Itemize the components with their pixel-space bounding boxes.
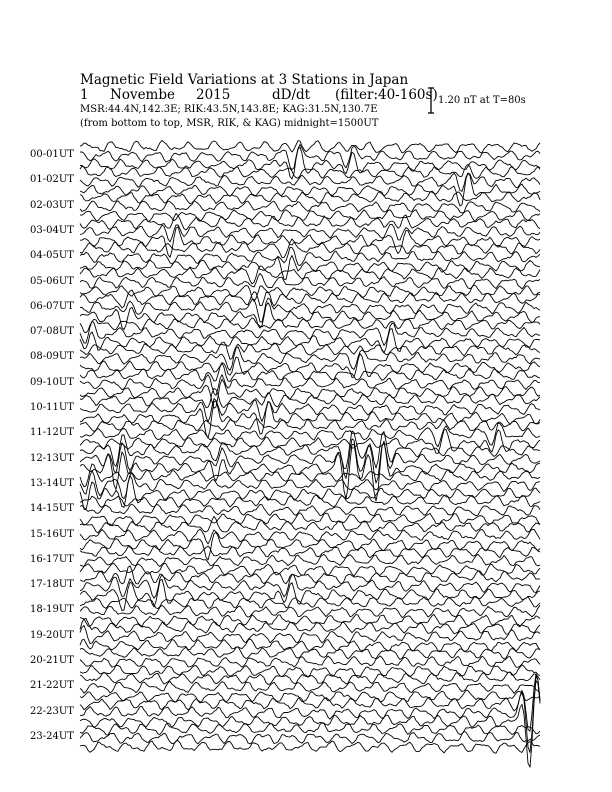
trace-rik-13 (80, 471, 540, 499)
trace-kag-20 (80, 647, 540, 660)
trace-kag-14 (80, 495, 540, 507)
trace-rik-18 (80, 605, 540, 617)
hour-label: 11-12UT (30, 427, 74, 439)
trace-msr-23 (80, 741, 540, 754)
trace-rik-09 (80, 375, 540, 396)
trace-rik-23 (80, 732, 540, 744)
hour-label: 13-14UT (30, 477, 74, 489)
hour-label: 06-07UT (30, 300, 74, 312)
hour-label: 10-11UT (30, 402, 74, 413)
hour-label: 12-13UT (30, 452, 74, 464)
trace-rik-20 (80, 656, 540, 667)
hour-label: 19-20UT (30, 629, 74, 641)
date-month: Novembe (110, 87, 175, 103)
quantity-label: dD/dt (272, 87, 311, 103)
trace-kag-09 (80, 363, 540, 382)
trace-msr-15 (80, 532, 540, 560)
trace-rik-06 (80, 298, 540, 322)
trace-msr-02 (80, 210, 540, 222)
trace-rik-17 (80, 574, 540, 598)
trace-msr-11 (80, 430, 540, 454)
trace-kag-08 (80, 342, 540, 359)
trace-msr-16 (80, 563, 540, 576)
hour-label: 14-15UT (30, 503, 74, 515)
date-year: 2015 (196, 87, 231, 103)
trace-msr-08 (80, 354, 540, 378)
hour-label: 21-22UT (30, 680, 74, 692)
trace-rik-21 (80, 681, 540, 693)
station-order-note: (from bottom to top, MSR, RIK, & KAG) midnight=1500UT (80, 118, 379, 129)
hour-label: 17-18UT (30, 579, 74, 591)
station-coordinates: MSR:44.4N,142.3E; RIK:43.5N,143.8E; KAG:31.5N,130.7E (80, 104, 378, 115)
hour-label: 05-06UT (30, 275, 74, 287)
trace-rik-16 (80, 554, 540, 566)
hour-label: 00-01UT (30, 149, 74, 160)
hour-label: 03-04UT (30, 224, 74, 236)
trace-kag-23 (80, 723, 540, 735)
chart-title: Magnetic Field Variations at 3 Stations in Japan (80, 72, 409, 88)
trace-kag-15 (80, 516, 540, 533)
trace-rik-05 (80, 273, 540, 288)
trace-msr-14 (80, 513, 540, 526)
hour-label: 04-05UT (30, 250, 74, 262)
trace-kag-06 (80, 290, 540, 308)
trace-msr-19 (80, 639, 540, 652)
scale-bar-label: 1.20 nT at T=80s (438, 95, 526, 106)
date-day: 1 (80, 87, 89, 103)
trace-rik-10 (80, 399, 540, 422)
trace-group (80, 140, 540, 767)
hour-label: 22-23UT (30, 705, 74, 717)
scale-bar (428, 88, 434, 113)
trace-kag-16 (80, 546, 540, 558)
hour-label: 01-02UT (30, 174, 74, 186)
trace-kag-11 (80, 419, 540, 432)
hour-label: 18-19UT (30, 604, 74, 616)
hour-label: 08-09UT (30, 351, 74, 363)
trace-msr-22 (80, 676, 540, 767)
hour-label: 07-08UT (30, 326, 74, 338)
hour-label: 09-10UT (30, 376, 74, 388)
trace-rik-14 (80, 504, 540, 516)
trace-kag-00 (80, 140, 540, 152)
trace-msr-01 (80, 173, 540, 206)
hour-label: 02-03UT (30, 199, 74, 211)
trace-rik-08 (80, 347, 540, 371)
filter-label: (filter:40-160s) (335, 87, 438, 103)
hour-label: 15-16UT (30, 528, 74, 540)
trace-msr-09 (80, 379, 540, 408)
hour-label: 16-17UT (30, 553, 74, 565)
hour-label: 20-21UT (30, 655, 74, 666)
hour-label: 23-24UT (30, 730, 74, 742)
trace-rik-03 (80, 224, 540, 242)
